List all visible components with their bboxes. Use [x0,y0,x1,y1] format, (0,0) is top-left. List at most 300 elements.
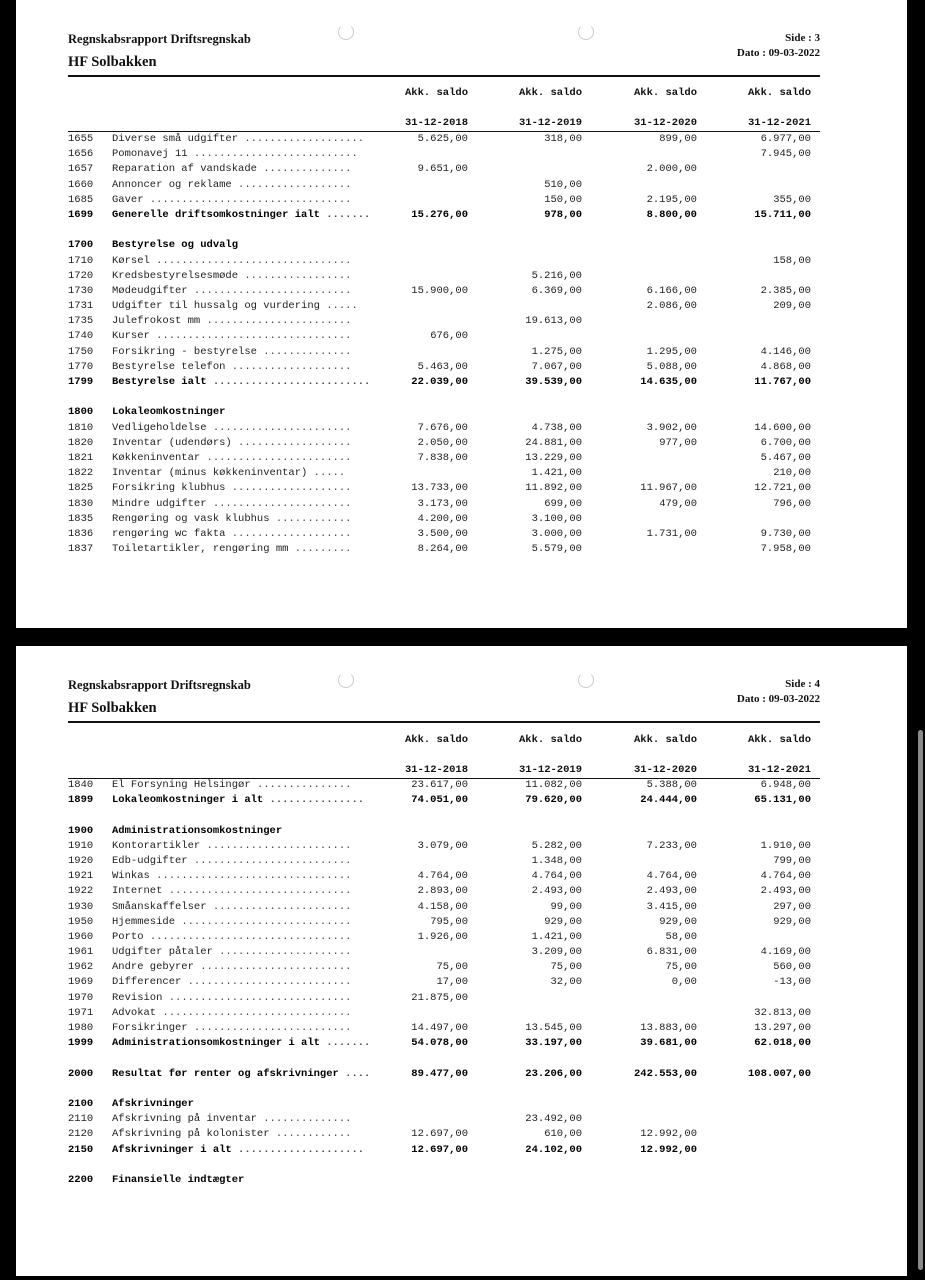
account-row [68,451,828,466]
account-number: 1750 [68,345,94,358]
account-name: El Forsyning Helsingør [112,779,257,791]
amount-cell: 795,00 [430,915,468,928]
dot-leader: ...................... [212,900,352,913]
account-row [68,269,828,284]
account-name: Reparation af vandskade [112,163,264,176]
dot-leader: .............. [263,1113,352,1126]
account-name: Afskrivning på kolonister [112,1128,276,1141]
account-label-group [112,360,351,375]
row-spacer [68,1082,828,1097]
amount-cell: 13.297,00 [754,1022,811,1034]
amount-cell: 5.467,00 [760,451,811,464]
amount-cell: 75,00 [665,961,697,974]
column-date-header: 31-12-2020 [633,764,697,776]
account-number: 1800 [68,406,94,419]
account-label-group [112,421,351,436]
dot-leader: ................... [231,527,352,540]
account-label-group [112,178,351,193]
amount-cell: 6.369,00 [531,284,582,297]
account-number: 1770 [68,360,94,373]
account-name: Lokaleomkostninger [112,406,226,419]
amount-cell: 9.730,00 [760,527,811,540]
account-name: Resultat før renter og afskrivninger [112,1067,346,1080]
amount-cell: 13.733,00 [411,482,468,495]
account-label-group [112,132,364,147]
amount-cell: 4.764,00 [760,870,811,883]
account-label-group [112,299,358,314]
amount-cell: 14.497,00 [411,1022,468,1034]
account-name: Bestyrelse og udvalg [112,239,239,252]
amount-cell: 699,00 [544,497,582,510]
punch-hole-mark [338,24,354,40]
amount-cell: 2.050,00 [417,436,468,449]
account-label-group [112,512,351,527]
account-number: 1960 [68,930,94,943]
amount-cell: 4.868,00 [760,360,811,373]
column-type-header: Akk. saldo [404,734,468,746]
amount-cell: 13.883,00 [640,1022,697,1034]
account-number: 1735 [68,315,94,328]
account-label-group [112,915,351,930]
dot-leader: ................... [231,482,352,495]
amount-cell: 32,00 [550,976,582,989]
header-rule [68,75,820,77]
dot-leader: ......................... [193,284,352,297]
account-label-group [112,436,351,451]
column-type-header: Akk. saldo [633,734,697,746]
account-label-group [112,839,351,854]
account-row [68,1112,828,1127]
amount-cell: 65.131,00 [754,794,811,807]
account-number: 1840 [68,779,94,791]
account-name: Køkkeninventar [112,451,207,464]
account-label-group [112,1097,194,1112]
account-number: 1971 [68,1006,94,1019]
amount-cell: 74.051,00 [411,794,468,807]
account-row [68,884,828,899]
dot-leader: ............................. [168,885,352,898]
account-row [68,960,828,975]
dot-leader: ....................... [206,451,352,464]
amount-cell: 2.893,00 [417,885,468,898]
column-type-header: Akk. saldo [404,87,468,99]
amount-cell: 5.463,00 [417,360,468,373]
dot-leader: ........................ [200,961,352,974]
amount-cell: 3.415,00 [646,900,697,913]
amount-cell: 2.086,00 [646,300,697,313]
amount-cell: 2.195,00 [646,193,697,206]
account-row [68,299,828,314]
account-number: 1899 [68,794,94,807]
account-row [68,778,828,793]
account-name: Internet [112,885,169,898]
column-type-header: Akk. saldo [747,734,811,746]
account-name: Kørsel [112,254,157,267]
dot-leader: ....................... [206,315,352,328]
account-name: Advokat [112,1006,163,1019]
account-name: Forsikring - bestyrelse [112,345,264,358]
amount-cell: 560,00 [773,961,811,974]
account-number: 1821 [68,451,94,464]
amount-cell: 297,00 [773,900,811,913]
report-page-4 [16,646,907,1276]
account-label-group [112,1112,351,1127]
amount-cell: 479,00 [659,497,697,510]
account-row [68,945,828,960]
amount-cell: 24.881,00 [525,436,582,449]
amount-cell: 32.813,00 [754,1006,811,1019]
account-name: Kontorartikler [112,839,207,852]
account-label-group [112,193,351,208]
amount-cell: 2.000,00 [646,163,697,176]
row-spacer [68,1051,828,1066]
account-name: Andre gebyrer [112,961,201,974]
amount-cell: 15.276,00 [411,208,468,221]
dot-leader: ............... [269,794,365,807]
row-spacer [68,1158,828,1173]
account-number: 1660 [68,178,94,191]
amount-cell: 3.000,00 [531,527,582,540]
total-row [68,793,828,808]
amount-cell: 3.500,00 [417,527,468,540]
amount-cell: 3.902,00 [646,421,697,434]
total-row [68,1067,828,1082]
account-label-group [112,824,282,839]
amount-cell: 39.681,00 [640,1037,697,1050]
account-label-group [112,884,351,899]
header-rule [68,721,820,723]
account-label-group [112,451,351,466]
amount-cell: 210,00 [773,467,811,480]
amount-cell: 799,00 [773,854,811,867]
account-name: Mindre udgifter [112,497,213,510]
account-row [68,314,828,329]
account-row [68,147,828,162]
account-label-group [112,1036,370,1051]
dot-leader: ................. [244,269,352,282]
account-row [68,527,828,542]
dot-leader: ....... [326,208,371,221]
account-number: 1810 [68,421,94,434]
account-number: 1657 [68,163,94,176]
account-number: 1700 [68,239,94,252]
amount-cell: 9.651,00 [417,163,468,176]
dot-leader: ....................... [206,839,352,852]
account-label-group [112,405,225,420]
account-number: 2110 [68,1113,94,1126]
total-row [68,1143,828,1158]
amount-cell: 22.039,00 [411,376,468,388]
report-title: Regnskabsrapport Driftsregnskab [68,32,251,46]
dot-leader: .............. [263,345,352,358]
dot-leader: .............. [263,163,352,176]
account-label-group [112,975,351,990]
amount-cell: 12.697,00 [411,1128,468,1141]
account-label-group [112,527,351,542]
amount-cell: 75,00 [550,961,582,974]
account-label-group [112,542,351,557]
account-number: 1910 [68,839,94,852]
column-type-header: Akk. saldo [518,734,582,746]
amount-cell: 15.900,00 [411,284,468,297]
account-row [68,1006,828,1021]
dot-leader: ................................ [149,930,352,943]
account-name: Inventar (udendørs) [112,436,239,449]
amount-cell: 3.209,00 [531,946,582,959]
account-name: Vedligeholdelse [112,421,213,434]
account-row [68,466,828,481]
account-name: Lokaleomkostninger i alt [112,794,270,807]
amount-cell: -13,00 [773,976,811,989]
account-row [68,930,828,945]
amount-cell: 79.620,00 [525,794,582,807]
account-row [68,497,828,512]
account-label-group [112,1021,351,1036]
account-name: Porto [112,930,150,943]
column-type-header: Akk. saldo [518,87,582,99]
account-name: Julefrokost mm [112,315,207,328]
dot-leader: ................... [231,360,352,373]
page-number: Side : 4 [785,678,820,690]
amount-cell: 7.067,00 [531,360,582,373]
amount-cell: 12.992,00 [640,1128,697,1141]
section-heading-row [68,1097,828,1112]
account-name: Afskrivning på inventar [112,1113,264,1126]
amount-cell: 39.539,00 [525,376,582,388]
amount-cell: 6.166,00 [646,284,697,297]
account-label-group [112,345,351,360]
account-name: Annoncer og reklame [112,178,239,191]
account-name: Generelle driftsomkostninger ialt [112,208,327,221]
amount-cell: 1.275,00 [531,345,582,358]
account-number: 1699 [68,208,94,221]
account-name: Kurser [112,330,157,343]
column-date-header: 31-12-2020 [633,117,697,129]
account-row [68,193,828,208]
account-number: 1730 [68,284,94,297]
dot-leader: ....... [326,1037,371,1050]
account-label-group [112,238,238,253]
amount-cell: 14.635,00 [640,376,697,388]
account-name: Inventar (minus køkkeninventar) [112,467,314,480]
account-label-group [112,991,351,1006]
row-spacer [68,223,828,238]
account-label-group [112,869,351,884]
vertical-scrollbar[interactable] [918,730,923,1270]
account-number: 1950 [68,915,94,928]
amount-cell: 3.173,00 [417,497,468,510]
amount-cell: 23.206,00 [525,1067,582,1080]
amount-cell: 977,00 [659,436,697,449]
amount-cell: 355,00 [773,193,811,206]
amount-cell: 158,00 [773,254,811,267]
account-name: Forsikringer [112,1022,194,1034]
account-number: 1921 [68,870,94,883]
account-number: 1999 [68,1037,94,1050]
account-number: 1820 [68,436,94,449]
amount-cell: 3.100,00 [531,512,582,525]
row-spacer [68,390,828,405]
amount-cell: 4.158,00 [417,900,468,913]
dot-leader: .............................. [162,1006,352,1019]
account-label-group [112,930,351,945]
account-row [68,132,828,147]
amount-cell: 21.875,00 [411,991,468,1004]
account-label-group [112,945,351,960]
dot-leader: .................. [238,436,352,449]
amount-cell: 929,00 [659,915,697,928]
account-number: 1900 [68,824,94,837]
account-number: 1922 [68,885,94,898]
dot-leader: .......................... [193,148,358,161]
amount-cell: 15.711,00 [754,208,811,221]
section-heading-row [68,824,828,839]
account-name: Revision [112,991,169,1004]
account-name: Winkas [112,870,157,883]
amount-cell: 75,00 [436,961,468,974]
column-date-header: 31-12-2018 [404,117,468,129]
amount-cell: 2.385,00 [760,284,811,297]
amount-cell: 1.731,00 [646,527,697,540]
amount-cell: 209,00 [773,300,811,313]
account-number: 2100 [68,1097,94,1110]
row-spacer [68,808,828,823]
amount-cell: 62.018,00 [754,1037,811,1050]
account-name: Edb-udgifter [112,854,194,867]
amount-cell: 33.197,00 [525,1037,582,1050]
account-label-group [112,375,370,390]
dot-leader: ................................ [149,193,352,206]
account-number: 1825 [68,482,94,495]
section-heading-row [68,1173,828,1188]
account-number: 1822 [68,467,94,480]
amount-cell: 6.700,00 [760,436,811,449]
section-heading-row [68,405,828,420]
amount-cell: 0,00 [671,976,697,989]
account-label-group [112,1127,351,1142]
amount-cell: 8.800,00 [646,208,697,221]
amount-cell: 58,00 [665,930,697,943]
account-name: Bestyrelse telefon [112,360,232,373]
account-number: 1835 [68,512,94,525]
account-number: 2120 [68,1128,94,1141]
account-number: 2150 [68,1143,94,1156]
amount-cell: 17,00 [436,976,468,989]
dot-leader: ..... [313,467,346,480]
account-label-group [112,208,370,223]
amount-cell: 1.295,00 [646,345,697,358]
page-number: Side : 3 [785,32,820,44]
account-row [68,360,828,375]
account-name: Administrationsomkostninger i alt [112,1037,327,1050]
account-row [68,542,828,557]
dot-leader: ......................... [212,376,371,388]
account-label-group [112,960,351,975]
account-name: Toiletartikler, rengøring mm [112,543,295,556]
amount-cell: 7.838,00 [417,451,468,464]
account-name: Mødeudgifter [112,284,194,297]
total-row [68,375,828,390]
amount-cell: 610,00 [544,1128,582,1141]
account-label-group [112,793,364,808]
account-rows [68,132,828,557]
amount-cell: 4.764,00 [646,870,697,883]
account-name: Udgifter til hussalg og vurdering [112,300,327,313]
account-row [68,178,828,193]
dot-leader: ...................... [212,497,352,510]
account-row [68,512,828,527]
account-name: Diverse små udgifter [112,133,245,145]
account-row [68,1127,828,1142]
account-name: Finansielle indtægter [112,1173,245,1186]
amount-cell: 978,00 [544,208,582,221]
amount-cell: 4.764,00 [531,870,582,883]
account-row [68,869,828,884]
amount-cell: 676,00 [430,330,468,343]
organization-name: HF Solbakken [68,700,157,716]
dot-leader: ........................... [181,915,352,928]
account-number: 1799 [68,376,94,388]
total-row [68,1036,828,1051]
amount-cell: 2.493,00 [760,885,811,898]
account-number: 1969 [68,976,94,989]
account-row [68,345,828,360]
account-name: Rengøring og vask klubhus [112,512,276,525]
dot-leader: ......... [294,543,352,556]
report-date: Dato : 09-03-2022 [736,693,820,705]
account-name: Udgifter påtaler [112,946,220,959]
account-label-group [112,497,351,512]
account-label-group [112,147,358,162]
amount-cell: 6.831,00 [646,946,697,959]
dot-leader: ............ [275,1128,352,1141]
amount-cell: 318,00 [544,133,582,145]
account-name: Administrationsomkostninger [112,824,283,837]
amount-cell: 89.477,00 [411,1067,468,1080]
account-label-group [112,1143,364,1158]
account-name: Hjemmeside [112,915,182,928]
dot-leader: ................... [244,133,365,145]
account-label-group [112,254,351,269]
account-number: 1920 [68,854,94,867]
column-date-header: 31-12-2019 [518,117,582,129]
dot-leader: .... [345,1067,371,1080]
account-name: Afskrivninger i alt [112,1143,239,1156]
amount-cell: 12.697,00 [411,1143,468,1156]
account-number: 1731 [68,300,94,313]
amount-cell: 1.926,00 [417,930,468,943]
amount-cell: 2.493,00 [531,885,582,898]
amount-cell: 4.169,00 [760,946,811,959]
amount-cell: 929,00 [544,915,582,928]
amount-cell: 4.764,00 [417,870,468,883]
dot-leader: ............................... [156,330,352,343]
account-row [68,284,828,299]
account-row [68,915,828,930]
amount-cell: 13.545,00 [525,1022,582,1034]
account-label-group [112,162,351,177]
amount-cell: 150,00 [544,193,582,206]
dot-leader: .......................... [187,976,352,989]
account-label-group [112,314,351,329]
amount-cell: 1.348,00 [531,854,582,867]
amount-cell: 11.082,00 [525,779,582,791]
amount-cell: 899,00 [659,133,697,145]
account-number: 1837 [68,543,94,556]
amount-cell: 1.910,00 [760,839,811,852]
account-number: 1961 [68,946,94,959]
account-name: rengøring wc fakta [112,527,232,540]
